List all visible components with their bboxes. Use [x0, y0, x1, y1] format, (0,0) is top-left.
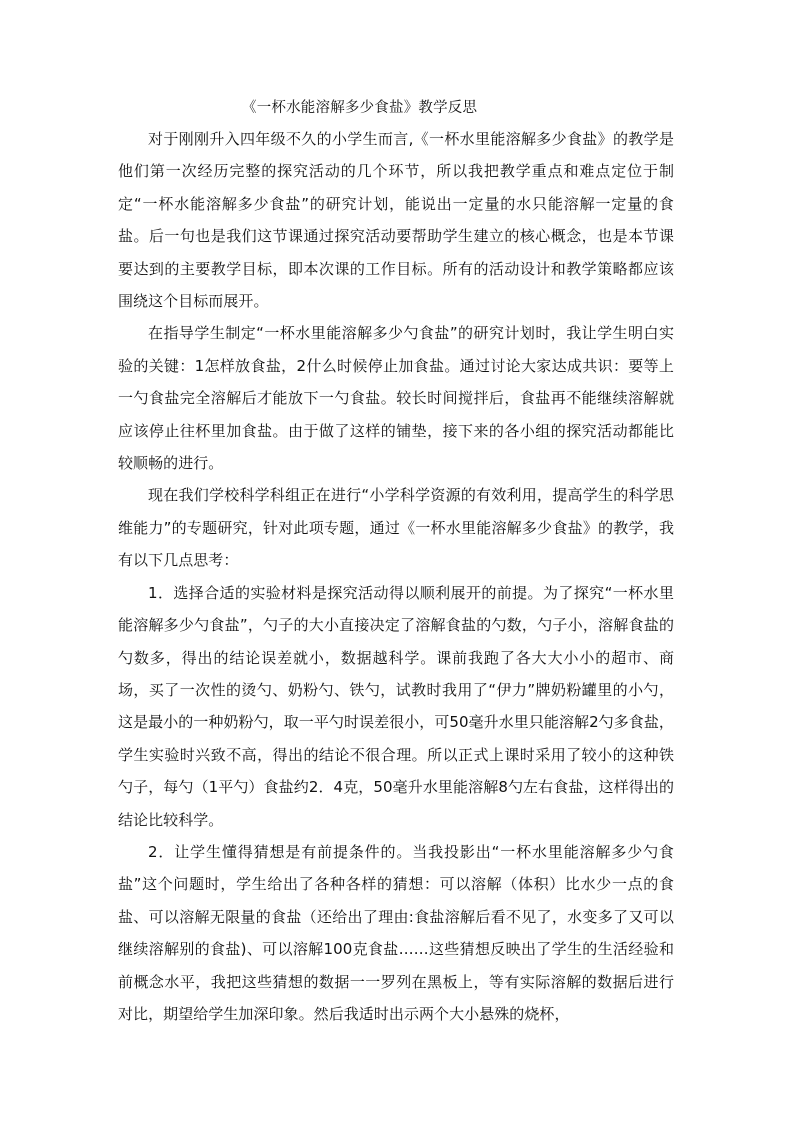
document-body [118, 96, 674, 1030]
paragraph-3: 现在我们学校科学科组正在进行“小学科学资源的有效利用，提高学生的科学思维能力”的专题研究，针对此项专题，通过《一杯水里能溶解多少食盐》的教学，我有以下几点思考： [118, 486, 674, 570]
paragraph-2: 在指导学生制定“一杯水里能溶解多少勺食盐”的研究计划时，我让学生明白实验的关键：1怎样放食盐，2什么时候停止加食盐。通过讨论大家达成共识：要等上一勺食盐完全溶解后才能放下一勺食盐。较长时间搅拌后，食盐再不能继续溶解就应该停止往杯里加食盐。由于做了这样的铺垫，接下来的各小组的探究活动都能比较顺畅的进行。 [118, 324, 674, 473]
paragraph-4: 1．选择合适的实验材料是探究活动得以顺利展开的前提。为了探究“一杯水里能溶解多少勺食盐”，勺子的大小直接决定了溶解食盐的勺数，勺子小，溶解食盐的勺数多，得出的结论误差就小，数据越科学。课前我跑了各大大小小的超市、商场，买了一次性的烫勺、奶粉勺、铁勺，试教时我用了“伊力”牌奶粉罐里的小勺，这是最小的一种奶粉勺，取一平勺时误差很小，可50毫升水里只能溶解2勺多食盐，学生实验时兴致不高，得出的结论不很合理。所以正式上课时采用了较小的这种铁勺子，每勺（1平勺）食盐约2．4克，50毫升水里能溶解8勺左右食盐，这样得出的结论比较科学。 [118, 583, 674, 829]
paragraph-1: 对于刚刚升入四年级不久的小学生而言,《一杯水里能溶解多少食盐》的教学是他们第一次经历完整的探究活动的几个环节，所以我把教学重点和难点定位于制定“一杯水能溶解多少食盐”的研究计划，能说出一定量的水只能溶解一定量的食盐。后一句也是我们这节课通过探究活动要帮助学生建立的核心概念，也是本节课要达到的主要教学目标，即本次课的工作目标。所有的活动设计和教学策略都应该围绕这个目标而展开。 [118, 130, 674, 311]
document-title: 《一杯水能溶解多少食盐》教学反思 [242, 100, 478, 116]
paragraph-5: 2．让学生懂得猜想是有前提条件的。当我投影出“一杯水里能溶解多少勺食盐”这个问题时，学生给出了各种各样的猜想：可以溶解（体积）比水少一点的食盐、可以溶解无限量的食盐（还给出了理由:食盐溶解后看不见了，水变多了又可以继续溶解别的食盐)、可以溶解100克食盐……这些猜想反映出了学生的生活经验和前概念水平，我把这些猜想的数据一一罗列在黑板上，等有实际溶解的数据后进行对比，期望给学生加深印象。然后我适时出示两个大小悬殊的烧杯， [118, 842, 674, 1023]
